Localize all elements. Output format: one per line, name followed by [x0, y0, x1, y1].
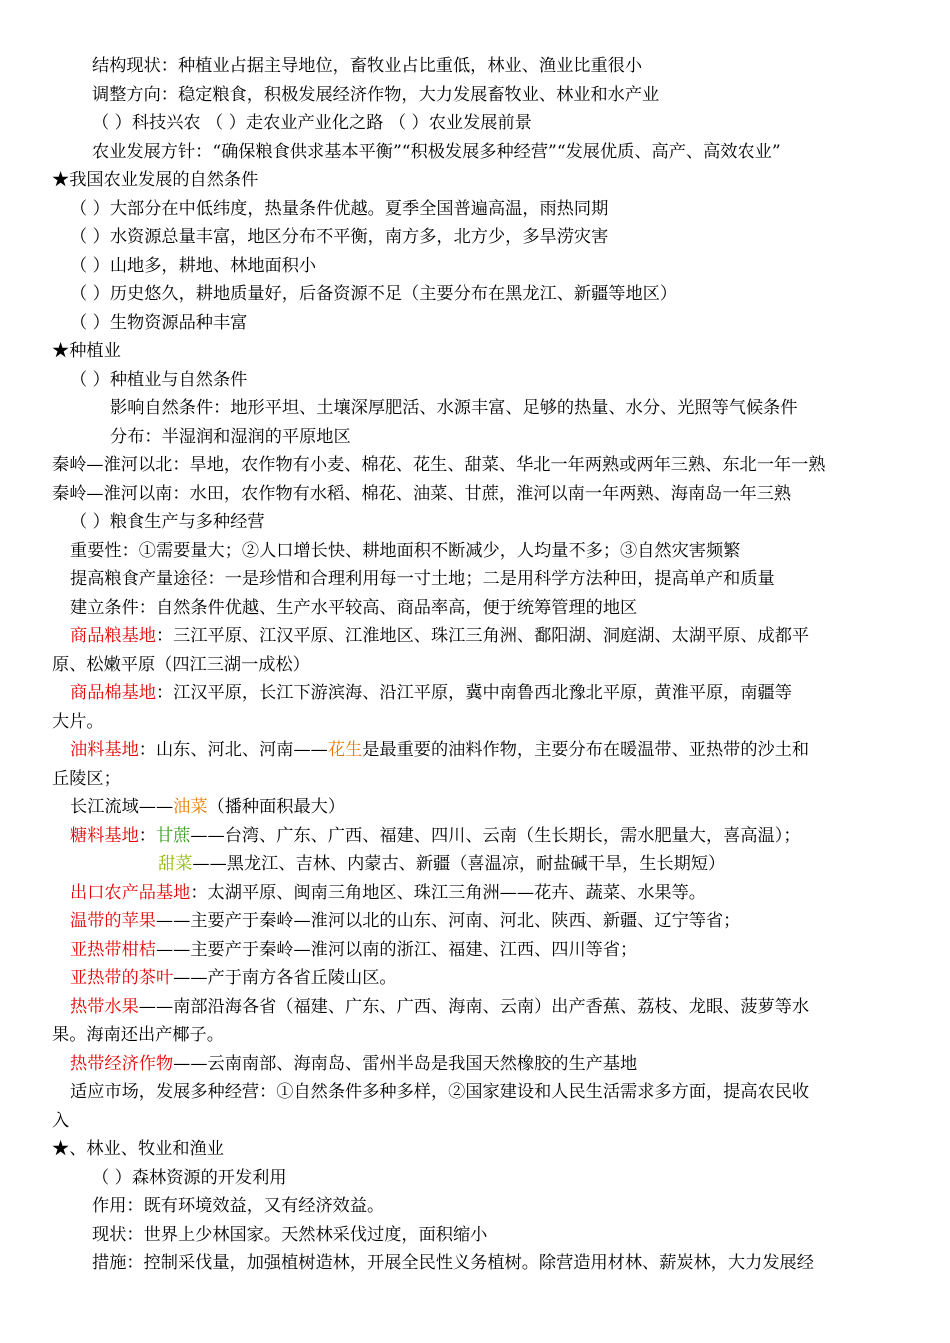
- line-text: 大片。: [52, 711, 104, 732]
- line-text: （ ）历史悠久，耕地质量好，后备资源不足（主要分布在黑龙江、新疆等地区）: [70, 284, 678, 304]
- text-line: [70, 679, 950, 707]
- line-text: ——南部沿海各省（福建、广东、广西、海南、云南）出产香蕉、荔枝、龙眼、菠萝等水: [138, 996, 810, 1017]
- highlighted-term: 热带经济作物: [70, 1053, 174, 1074]
- line-text: ：山东、河北、河南——: [138, 740, 328, 760]
- text-line: [70, 565, 950, 593]
- line-text: 分布：半湿润和湿润的平原地区: [110, 426, 351, 447]
- text-line: [70, 195, 950, 223]
- text-line: [52, 1107, 950, 1135]
- text-line: [70, 594, 950, 622]
- line-text: 适应市场，发展多种经营：①自然条件多种多样，②国家建设和人民生活需求多方面，提高农民收: [70, 1082, 810, 1102]
- text-line: [92, 1192, 950, 1220]
- line-text: （ ）生物资源品种丰富: [70, 312, 248, 333]
- text-line: [70, 993, 950, 1021]
- text-line: [70, 223, 950, 251]
- section-heading: [52, 337, 950, 365]
- text-line: [70, 822, 950, 850]
- text-line: [110, 423, 950, 451]
- line-text: ——黑龙江、吉林、内蒙古、新疆（喜温凉，耐盐碱干旱，生长期短）: [192, 854, 726, 874]
- line-text: 提高粮食产量途径：一是珍惜和合理利用每一寸土地；二是用科学方法种田，提高单产和质量: [70, 569, 775, 589]
- highlighted-term: 甜菜: [158, 854, 193, 874]
- highlighted-term: 糖料基地: [70, 825, 139, 846]
- highlighted-term: 出口农产品基地: [70, 882, 191, 903]
- line-text: 影响自然条件：地形平坦、土壤深厚肥活、水源丰富、足够的热量、水分、光照等气候条件: [110, 398, 798, 418]
- text-line: [52, 480, 950, 508]
- highlighted-term: 甘蔗: [155, 825, 191, 846]
- line-text: 措施：控制采伐量，加强植树造林，开展全民性义务植树。除营造用材林、薪炭林，大力发展经: [92, 1253, 814, 1273]
- line-text: 秦岭—淮河以北：旱地，农作物有小麦、棉花、花生、甜菜、华北一年两熟或两年三熟、东北一年一熟: [52, 455, 826, 475]
- text-line: [52, 651, 950, 679]
- line-text: （ ）大部分在中低纬度，热量条件优越。夏季全国普遍高温，雨热同期: [70, 198, 609, 219]
- line-text: ——主要产于秦岭—淮河以南的浙江、福建、江西、四川等省；: [155, 939, 638, 960]
- text-line: [92, 1249, 950, 1277]
- text-line: [70, 622, 950, 650]
- text-line: [52, 765, 950, 793]
- line-text: （播种面积最大）: [207, 797, 346, 817]
- line-text: 建立条件：自然条件优越、生产水平较高、商品率高，便于统筹管理的地区: [70, 597, 638, 618]
- text-line: [70, 366, 950, 394]
- highlighted-term: 亚热带柑桔: [70, 939, 156, 960]
- line-text: （ ）科技兴农 （ ）走农业产业化之路 （ ）农业发展前景: [92, 113, 532, 133]
- highlighted-term: 油料基地: [70, 740, 139, 760]
- line-text: ★我国农业发展的自然条件: [52, 170, 259, 190]
- highlighted-term: 亚热带的茶叶: [70, 968, 174, 988]
- text-line: [70, 907, 950, 935]
- line-text: ——云南南部、海南岛、雷州半岛是我国天然橡胶的生产基地: [173, 1053, 638, 1074]
- line-text: 调整方向：稳定粮食，积极发展经济作物，大力发展畜牧业、林业和水产业: [92, 84, 660, 105]
- line-text: 现状：世界上少林国家。天然林采伐过度，面积缩小: [92, 1224, 488, 1245]
- text-line: [70, 736, 950, 764]
- line-text: 入: [52, 1110, 70, 1131]
- line-text: ：江汉平原，长江下游滨海、沿江平原，冀中南鲁西北豫北平原，黄淮平原，南疆等: [155, 683, 792, 703]
- text-line: [70, 252, 950, 280]
- line-text: （ ）山地多，耕地、林地面积小: [70, 255, 317, 276]
- line-text: ——台湾、广东、广西、福建、四川、云南（生长期长，需水肥量大，喜高温）；: [190, 825, 801, 846]
- highlighted-term: 热带水果: [70, 996, 139, 1017]
- line-text: （ ）森林资源的开发利用: [92, 1167, 287, 1188]
- text-line: [70, 280, 950, 308]
- line-text: ★种植业: [52, 341, 121, 361]
- text-line: [92, 138, 950, 166]
- line-text: （ ）粮食生产与多种经营: [70, 512, 265, 532]
- line-text: ：三江平原、江汉平原、江淮地区、珠江三角洲、鄱阳湖、洞庭湖、太湖平原、成都平: [155, 626, 810, 646]
- highlighted-term: 商品粮基地: [70, 626, 156, 646]
- text-line: [158, 850, 950, 878]
- line-text: （ ）种植业与自然条件: [70, 369, 248, 390]
- line-text: 农业发展方针：“确保粮食供求基本平衡”“积极发展多种经营”“发展优质、高产、高效农业”: [92, 141, 781, 162]
- text-line: [110, 394, 950, 422]
- line-text: 结构现状：种植业占据主导地位，畜牧业占比重低，林业、渔业比重很小: [92, 56, 643, 76]
- text-line: [92, 1221, 950, 1249]
- text-line: [70, 508, 950, 536]
- line-text: 果。海南还出产椰子。: [52, 1025, 224, 1045]
- text-line: [70, 964, 950, 992]
- line-text: 原、松嫩平原（四江三湖一成松）: [52, 654, 310, 675]
- text-line: [92, 52, 950, 80]
- text-line: [92, 109, 950, 137]
- line-text: ：太湖平原、闽南三角地区、珠江三角洲——花卉、蔬菜、水果等。: [190, 882, 706, 903]
- text-line: [70, 936, 950, 964]
- highlighted-term: 油菜: [173, 797, 208, 817]
- text-line: [52, 708, 950, 736]
- highlighted-term: 温带的苹果: [70, 911, 156, 931]
- text-line: [52, 451, 950, 479]
- line-text: 丘陵区；: [52, 768, 121, 789]
- section-heading: [52, 166, 950, 194]
- highlighted-term: 商品棉基地: [70, 683, 156, 703]
- line-text: （ ）水资源总量丰富，地区分布不平衡，南方多，北方少，多旱涝灾害: [70, 227, 609, 247]
- text-line: [70, 879, 950, 907]
- highlighted-term: 花生: [327, 740, 363, 760]
- line-text: ——产于南方各省丘陵山区。: [173, 968, 397, 988]
- line-text: 是最重要的油料作物，主要分布在暖温带、亚热带的沙土和: [362, 740, 810, 760]
- line-text: 重要性：①需要量大；②人口增长快、耕地面积不断减少，人均量不多；③自然灾害频繁: [70, 540, 741, 561]
- text-line: [70, 309, 950, 337]
- text-line: [92, 1164, 950, 1192]
- text-line: [70, 1078, 950, 1106]
- section-heading: [52, 1135, 950, 1163]
- text-line: [70, 793, 950, 821]
- text-line: [92, 81, 950, 109]
- line-text: 秦岭—淮河以南：水田，农作物有水稻、棉花、油菜、甘蔗，淮河以南一年两熟、海南岛一年三熟: [52, 483, 792, 504]
- text-line: [70, 537, 950, 565]
- line-text: ——主要产于秦岭—淮河以北的山东、河南、河北、陕西、新疆、辽宁等省；: [155, 911, 741, 931]
- line-text: 作用：既有环境效益，又有经济效益。: [92, 1196, 385, 1216]
- text-line: [70, 1050, 950, 1078]
- line-text: ：: [138, 825, 156, 846]
- text-line: [52, 1021, 950, 1049]
- line-text: ★、林业、牧业和渔业: [52, 1139, 224, 1159]
- line-text: 长江流域——: [70, 797, 174, 817]
